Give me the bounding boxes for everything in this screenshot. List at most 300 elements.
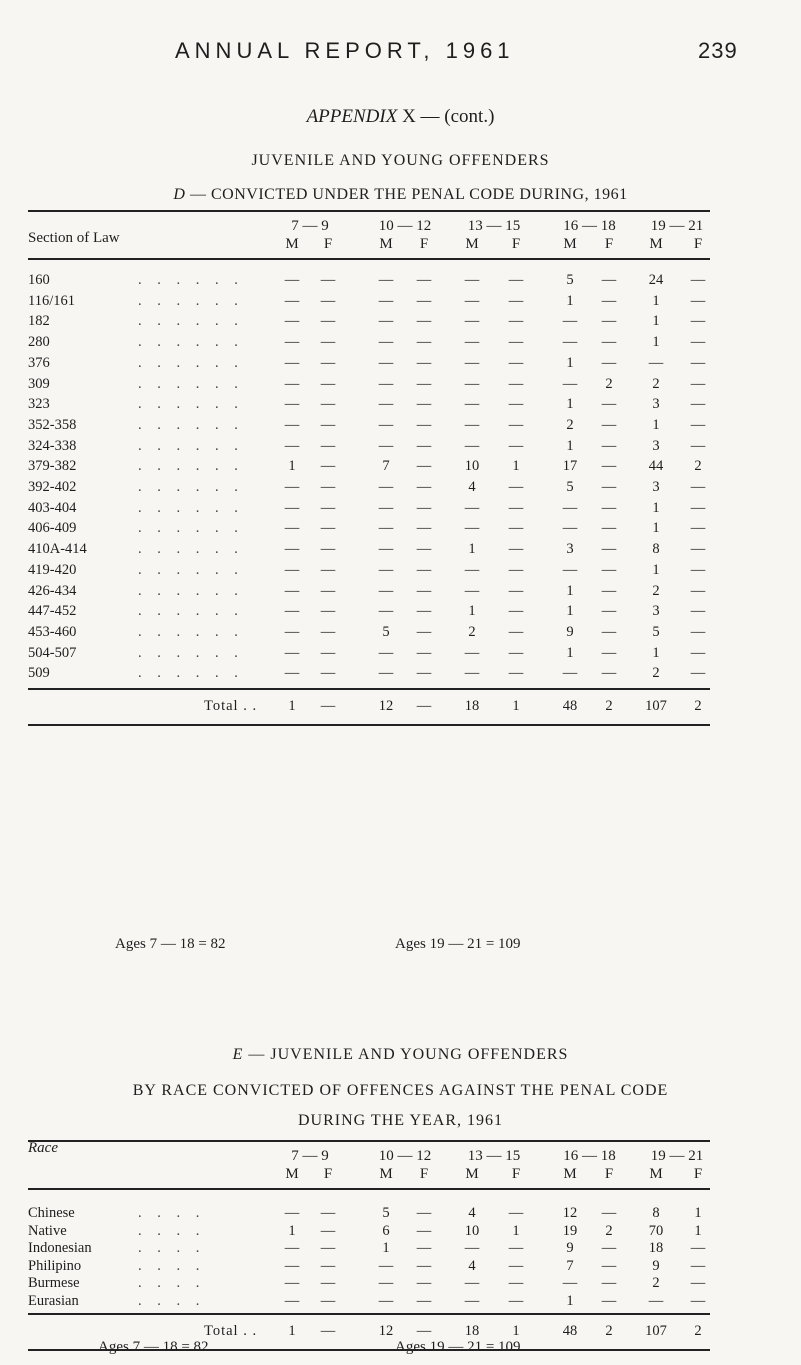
- section-d-sex-header: F: [419, 236, 429, 252]
- table-row: [28, 272, 718, 292]
- table-cell: 1: [652, 334, 660, 351]
- section-d-age-group-header: 16 — 18: [563, 218, 616, 234]
- leader-dots: . . . . . .: [138, 458, 244, 475]
- row-label: 403-404: [28, 499, 77, 516]
- table-cell: —: [416, 1275, 432, 1292]
- table-cell: 3: [566, 541, 574, 558]
- table-cell: 10: [464, 1222, 480, 1239]
- row-label: 352-358: [28, 416, 77, 433]
- table-row: [28, 334, 718, 354]
- appendix-title: [0, 106, 801, 128]
- section-e-sex-header: M: [563, 1166, 577, 1182]
- table-cell: —: [416, 603, 432, 620]
- table-cell: —: [464, 334, 480, 351]
- table-cell: —: [464, 272, 480, 288]
- table-cell: —: [690, 623, 706, 640]
- section-d-age-group-header: 13 — 15: [467, 218, 521, 234]
- table-cell: 17: [562, 458, 578, 475]
- table-cell: —: [284, 520, 300, 537]
- table-cell: —: [508, 437, 524, 454]
- table-cell: —: [284, 1240, 300, 1257]
- leader-dots: . . . . . .: [138, 437, 244, 454]
- leader-dots: . . . . . .: [138, 416, 244, 433]
- table-cell: —: [690, 520, 706, 537]
- table-cell: —: [508, 272, 524, 288]
- table-cell: —: [464, 437, 480, 454]
- section-e-title: [0, 1046, 801, 1064]
- table-cell: —: [416, 561, 432, 578]
- total-cell: 18: [464, 698, 480, 714]
- table-cell: —: [378, 292, 394, 309]
- leader-dots: . . . . . .: [138, 644, 244, 661]
- table-cell: —: [284, 313, 300, 330]
- row-label: Philipino: [28, 1257, 82, 1274]
- table-cell: 3: [652, 603, 660, 620]
- leader-dots: . . . . . .: [138, 334, 244, 351]
- table-cell: —: [464, 1293, 480, 1309]
- table-cell: —: [284, 292, 300, 309]
- table-cell: 1: [382, 1240, 390, 1257]
- table-cell: 3: [652, 396, 660, 413]
- row-label: Native: [28, 1222, 67, 1239]
- leader-dots: . . . .: [138, 1293, 206, 1309]
- table-cell: —: [464, 416, 480, 433]
- row-label: 324-338: [28, 437, 77, 454]
- section-e-sex-header: F: [323, 1166, 333, 1182]
- table-cell: —: [601, 313, 617, 330]
- leader-dots: . . . . . .: [138, 272, 244, 288]
- table-cell: —: [320, 437, 336, 454]
- section-e-ages-right: Ages 19 — 21 = 109: [395, 1339, 521, 1355]
- table-cell: 5: [652, 623, 660, 640]
- table-cell: 7: [382, 458, 390, 475]
- table-cell: —: [508, 582, 524, 599]
- section-d-letter: D: [173, 186, 186, 203]
- table-row: [28, 396, 718, 416]
- row-label: 309: [28, 375, 50, 392]
- table-cell: —: [284, 437, 300, 454]
- table-cell: —: [284, 541, 300, 558]
- table-cell: —: [464, 644, 480, 661]
- total-cell: 1: [288, 698, 296, 714]
- section-e-sex-header: M: [285, 1166, 299, 1182]
- table-cell: —: [508, 665, 524, 682]
- table-row: [28, 376, 718, 396]
- table-cell: 19: [562, 1222, 578, 1239]
- table-cell: —: [464, 499, 480, 516]
- table-cell: 2: [652, 1275, 660, 1292]
- table-cell: 1: [468, 603, 476, 620]
- table-cell: 1: [652, 644, 660, 661]
- section-d-age-group-header: 10 — 12: [378, 218, 432, 234]
- table-cell: 2: [566, 416, 574, 433]
- section-d-sex-header: M: [563, 236, 577, 252]
- table-cell: —: [320, 582, 336, 599]
- table-cell: 5: [566, 272, 574, 288]
- table-cell: 1: [652, 561, 660, 578]
- leader-dots: . . . .: [138, 1205, 206, 1221]
- row-label: 406-409: [28, 520, 77, 537]
- table-cell: —: [378, 541, 394, 558]
- table-cell: —: [464, 561, 480, 578]
- table-cell: 70: [648, 1222, 664, 1239]
- table-cell: 1: [288, 458, 296, 475]
- table-cell: 5: [382, 623, 390, 640]
- table-cell: —: [378, 603, 394, 620]
- leader-dots: . . . . . .: [138, 665, 244, 682]
- table-cell: —: [690, 354, 706, 371]
- table-cell: 24: [648, 272, 664, 288]
- table-cell: 5: [382, 1205, 390, 1221]
- row-label: 392-402: [28, 479, 77, 495]
- table-cell: —: [378, 520, 394, 537]
- row-label: 379-382: [28, 458, 77, 475]
- table-cell: —: [690, 1275, 706, 1292]
- table-cell: —: [378, 272, 394, 288]
- table-cell: —: [320, 1257, 336, 1274]
- table-cell: 6: [382, 1222, 390, 1239]
- table-cell: —: [508, 1257, 524, 1274]
- table-cell: 10: [464, 458, 480, 475]
- table-row: [28, 1293, 718, 1313]
- total-cell: 2: [694, 1322, 702, 1339]
- table-cell: —: [378, 561, 394, 578]
- section-e-top-rule: [28, 1140, 710, 1142]
- table-cell: —: [284, 334, 300, 351]
- section-e-subtitle-1: BY RACE CONVICTED OF OFFENCES AGAINST THE PENAL CODE: [132, 1082, 669, 1099]
- table-cell: —: [320, 479, 336, 495]
- table-cell: 1: [566, 292, 574, 309]
- table-cell: —: [601, 1275, 617, 1292]
- section-d-sex-header: F: [511, 236, 521, 252]
- table-cell: —: [320, 292, 336, 309]
- table-cell: —: [378, 437, 394, 454]
- row-label: 182: [28, 313, 50, 330]
- table-cell: —: [601, 644, 617, 661]
- table-cell: —: [508, 541, 524, 558]
- table-cell: 9: [652, 1257, 660, 1274]
- section-e-age-group-header: 16 — 18: [563, 1148, 616, 1164]
- table-row: [28, 500, 718, 520]
- table-cell: 2: [652, 375, 660, 392]
- leader-dots: . . . . . .: [138, 292, 244, 309]
- table-cell: 2: [652, 665, 660, 682]
- table-cell: —: [690, 334, 706, 351]
- section-e-sex-header: F: [604, 1166, 614, 1182]
- table-cell: —: [690, 292, 706, 309]
- total-cell: —: [320, 698, 336, 714]
- table-cell: —: [416, 1240, 432, 1257]
- table-cell: —: [601, 1257, 617, 1274]
- table-cell: —: [508, 396, 524, 413]
- section-d-sex-header: F: [693, 236, 703, 252]
- table-cell: —: [378, 313, 394, 330]
- table-cell: —: [508, 561, 524, 578]
- section-d-header-rule: [28, 258, 710, 260]
- table-cell: —: [690, 1293, 706, 1309]
- table-cell: —: [320, 1240, 336, 1257]
- table-cell: —: [690, 375, 706, 392]
- section-d-total-row: [28, 698, 718, 718]
- leader-dots: . . . .: [138, 1222, 206, 1239]
- section-d-subtitle-text: — CONVICTED UNDER THE PENAL CODE DURING, 1961: [189, 186, 628, 203]
- row-label: 280: [28, 334, 50, 351]
- running-title: ANNUAL REPORT, 1961: [175, 38, 515, 63]
- table-cell: 2: [605, 375, 613, 392]
- table-row: [28, 438, 718, 458]
- table-cell: —: [284, 644, 300, 661]
- table-row: [28, 293, 718, 313]
- table-cell: —: [562, 520, 578, 537]
- table-cell: —: [416, 665, 432, 682]
- section-e-sex-header: F: [419, 1166, 429, 1182]
- table-cell: —: [320, 603, 336, 620]
- row-label: 376: [28, 354, 50, 371]
- table-cell: —: [601, 292, 617, 309]
- table-cell: —: [320, 375, 336, 392]
- table-row: [28, 417, 718, 437]
- section-d-total-rule: [28, 688, 710, 690]
- table-cell: —: [320, 561, 336, 578]
- section-e-letter: E: [232, 1046, 244, 1063]
- table-cell: —: [320, 416, 336, 433]
- row-label: 447-452: [28, 603, 77, 620]
- table-cell: —: [416, 458, 432, 475]
- table-cell: —: [601, 458, 617, 475]
- table-cell: —: [690, 582, 706, 599]
- total-cell: 2: [605, 1322, 613, 1339]
- section-d-sex-header: M: [379, 236, 393, 252]
- table-cell: —: [464, 520, 480, 537]
- row-label: 410A-414: [28, 541, 87, 558]
- table-cell: —: [601, 623, 617, 640]
- total-cell: 1: [288, 1322, 296, 1339]
- table-cell: 2: [694, 458, 702, 475]
- table-cell: —: [601, 479, 617, 495]
- section-d-first-col-label: Section of Law: [28, 230, 120, 246]
- table-cell: 1: [512, 458, 520, 475]
- table-cell: —: [416, 582, 432, 599]
- table-cell: 1: [566, 437, 574, 454]
- table-cell: —: [508, 479, 524, 495]
- row-label: Burmese: [28, 1275, 80, 1292]
- table-cell: 1: [652, 416, 660, 433]
- table-cell: —: [690, 541, 706, 558]
- total-cell: —: [320, 1322, 336, 1339]
- section-e-age-group-header: 13 — 15: [467, 1148, 521, 1164]
- section-d-bottom-rule: [28, 724, 710, 726]
- section-d-sex-header: F: [323, 236, 333, 252]
- table-cell: —: [690, 396, 706, 413]
- leader-dots: . . . . . .: [138, 499, 244, 516]
- table-cell: 2: [652, 582, 660, 599]
- table-cell: —: [416, 375, 432, 392]
- table-cell: 1: [566, 1293, 574, 1309]
- table-cell: —: [464, 582, 480, 599]
- leader-dots: . . . .: [138, 1257, 206, 1274]
- table-cell: —: [284, 416, 300, 433]
- table-cell: —: [464, 1275, 480, 1292]
- table-cell: —: [320, 354, 336, 371]
- table-cell: —: [508, 603, 524, 620]
- table-cell: —: [690, 1240, 706, 1257]
- table-cell: —: [320, 520, 336, 537]
- appendix-suffix: X — (cont.): [402, 106, 495, 127]
- table-cell: —: [284, 623, 300, 640]
- table-cell: —: [284, 479, 300, 495]
- table-cell: —: [508, 1240, 524, 1257]
- table-cell: 1: [566, 644, 574, 661]
- total-cell: —: [416, 698, 432, 714]
- table-cell: —: [320, 1222, 336, 1239]
- table-cell: —: [508, 1205, 524, 1221]
- table-cell: —: [284, 1293, 300, 1309]
- table-cell: —: [284, 1257, 300, 1274]
- table-cell: —: [416, 354, 432, 371]
- table-cell: —: [508, 334, 524, 351]
- row-label: Indonesian: [28, 1240, 92, 1257]
- table-cell: —: [416, 541, 432, 558]
- table-cell: —: [416, 272, 432, 288]
- table-cell: —: [320, 272, 336, 288]
- table-row: [28, 520, 718, 540]
- table-cell: 12: [562, 1205, 578, 1221]
- section-e-first-col-label: Race: [28, 1140, 58, 1156]
- leader-dots: . . . . . .: [138, 313, 244, 330]
- table-cell: —: [284, 603, 300, 620]
- section-d-age-group-header: 19 — 21: [650, 218, 704, 234]
- leader-dots: . . . . . .: [138, 623, 244, 640]
- total-label: Total . .: [204, 698, 258, 714]
- table-cell: —: [690, 416, 706, 433]
- leader-dots: . . . . . .: [138, 375, 244, 392]
- table-row: [28, 583, 718, 603]
- table-cell: —: [601, 334, 617, 351]
- table-cell: —: [416, 313, 432, 330]
- total-cell: 107: [645, 1322, 667, 1339]
- leader-dots: . . . . . .: [138, 541, 244, 558]
- table-cell: 4: [468, 1257, 476, 1274]
- table-cell: —: [508, 375, 524, 392]
- table-cell: —: [601, 1293, 617, 1309]
- row-label: 419-420: [28, 561, 77, 578]
- table-cell: —: [562, 665, 578, 682]
- table-row: [28, 541, 718, 561]
- table-cell: —: [690, 437, 706, 454]
- table-cell: —: [320, 1293, 336, 1309]
- table-cell: —: [378, 1293, 394, 1309]
- table-cell: —: [648, 354, 664, 371]
- table-cell: —: [508, 416, 524, 433]
- table-cell: —: [690, 644, 706, 661]
- table-cell: —: [416, 1205, 432, 1221]
- section-d-sex-header: M: [465, 236, 479, 252]
- table-row: [28, 313, 718, 333]
- table-cell: —: [320, 665, 336, 682]
- table-cell: —: [601, 665, 617, 682]
- table-cell: —: [690, 603, 706, 620]
- table-cell: —: [690, 561, 706, 578]
- table-cell: 1: [512, 1222, 520, 1239]
- total-cell: 2: [605, 698, 613, 714]
- table-cell: —: [690, 665, 706, 682]
- section-e-bottom-rule: [28, 1349, 710, 1351]
- table-cell: —: [416, 292, 432, 309]
- table-cell: —: [284, 396, 300, 413]
- table-cell: —: [378, 334, 394, 351]
- table-cell: —: [690, 499, 706, 516]
- table-cell: —: [416, 416, 432, 433]
- section-d-age-group-header: 7 — 9: [291, 218, 329, 234]
- table-cell: —: [378, 479, 394, 495]
- row-label: 509: [28, 665, 50, 682]
- table-cell: —: [284, 582, 300, 599]
- table-cell: —: [320, 313, 336, 330]
- table-cell: 1: [566, 582, 574, 599]
- table-cell: —: [378, 499, 394, 516]
- section-d-ages-left: Ages 7 — 18 = 82: [115, 936, 226, 952]
- table-cell: —: [416, 334, 432, 351]
- table-cell: —: [464, 292, 480, 309]
- section-d-sex-header: M: [285, 236, 299, 252]
- table-row: [28, 603, 718, 623]
- table-cell: —: [690, 1257, 706, 1274]
- leader-dots: . . . . . .: [138, 603, 244, 620]
- table-cell: —: [320, 623, 336, 640]
- section-e-header-rule: [28, 1188, 710, 1190]
- section-e-sex-header: F: [511, 1166, 521, 1182]
- total-cell: 48: [562, 698, 578, 714]
- table-cell: 1: [566, 396, 574, 413]
- table-cell: —: [320, 644, 336, 661]
- section-e-title-text: — JUVENILE AND YOUNG OFFENDERS: [248, 1046, 569, 1063]
- table-cell: —: [464, 354, 480, 371]
- leader-dots: . . . .: [138, 1240, 206, 1257]
- table-cell: 1: [694, 1205, 702, 1221]
- table-cell: —: [320, 334, 336, 351]
- table-cell: —: [601, 1240, 617, 1257]
- section-e-sex-header: M: [649, 1166, 663, 1182]
- table-cell: —: [416, 499, 432, 516]
- total-cell: 2: [694, 698, 702, 714]
- total-cell: 107: [645, 698, 667, 714]
- table-cell: —: [601, 520, 617, 537]
- table-cell: —: [284, 561, 300, 578]
- table-cell: —: [416, 479, 432, 495]
- table-cell: —: [284, 375, 300, 392]
- table-cell: 1: [288, 1222, 296, 1239]
- table-cell: —: [284, 499, 300, 516]
- table-cell: —: [601, 272, 617, 288]
- table-cell: 1: [468, 541, 476, 558]
- table-cell: 1: [652, 292, 660, 309]
- table-row: [28, 458, 718, 478]
- table-cell: —: [508, 354, 524, 371]
- table-cell: 8: [652, 541, 660, 558]
- total-cell: 1: [512, 1322, 520, 1339]
- leader-dots: . . . . . .: [138, 354, 244, 371]
- table-cell: —: [601, 437, 617, 454]
- table-row: [28, 479, 718, 499]
- table-row: [28, 645, 718, 665]
- table-cell: —: [320, 1275, 336, 1292]
- section-e-subtitle-2: DURING THE YEAR, 1961: [298, 1112, 503, 1129]
- table-cell: —: [464, 375, 480, 392]
- table-cell: —: [601, 1205, 617, 1221]
- table-cell: —: [416, 520, 432, 537]
- table-cell: —: [508, 292, 524, 309]
- table-cell: —: [601, 582, 617, 599]
